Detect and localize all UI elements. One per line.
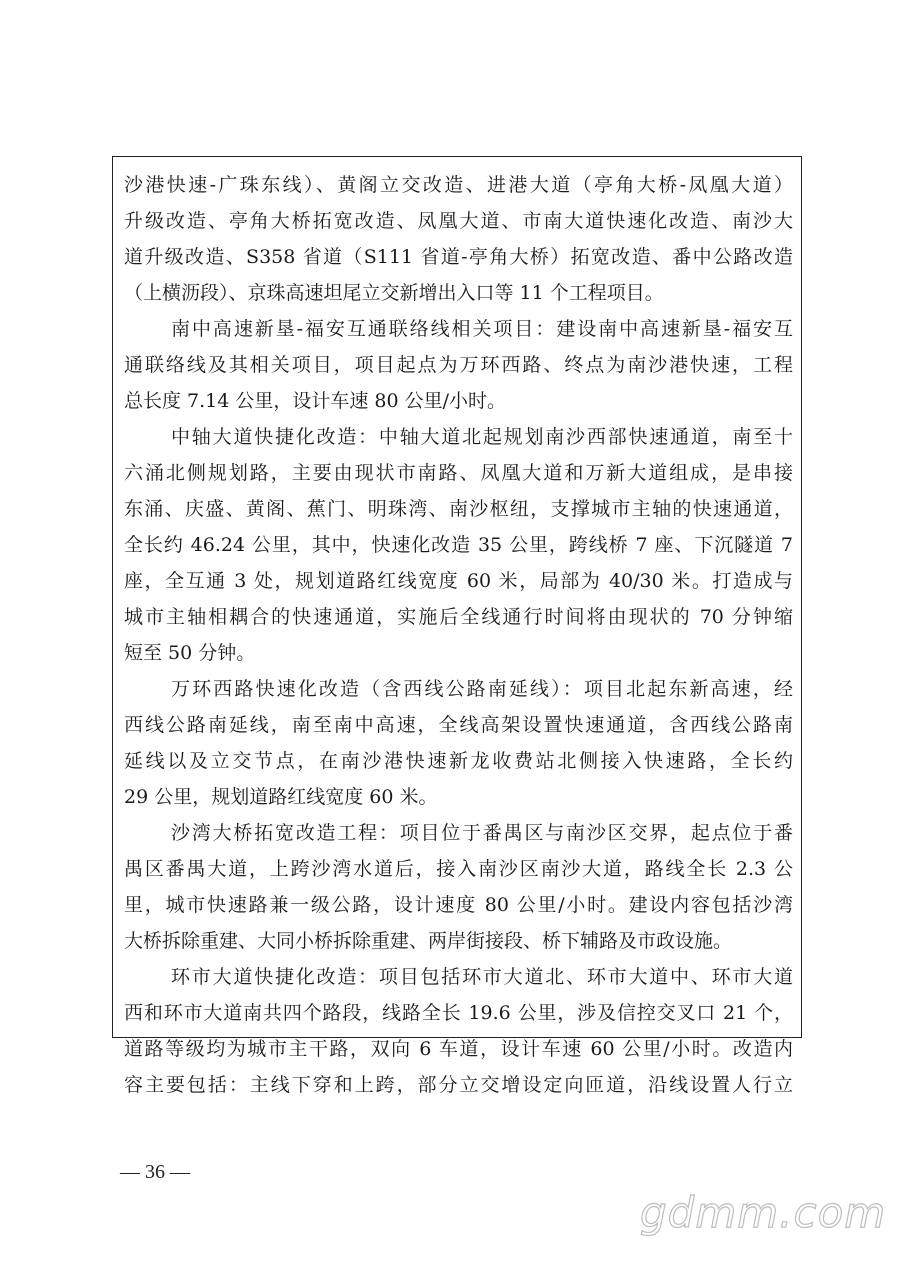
- paragraph-line: （上横沥段）、京珠高速坦尾立交新增出入口等 11 个工程项目。: [124, 282, 664, 304]
- paragraph-line: 中轴大道快捷化改造：中轴大道北起规划南沙西部快速通道，南至十: [171, 426, 793, 448]
- paragraph-line: 大桥拆除重建、大同小桥拆除重建、两岸街接段、桥下辅路及市政设施。: [124, 930, 733, 952]
- paragraph-line: 通联络线及其相关项目，项目起点为万环西路、终点为南沙港快速，工程: [124, 354, 793, 376]
- watermark-logo: gdmm.com: [640, 1188, 887, 1237]
- paragraph-line: 里，城市快速路兼一级公路，设计速度 80 公里/小时。建设内容包括沙湾: [124, 894, 793, 916]
- paragraph-line: 短至 50 分钟。: [124, 642, 256, 664]
- paragraph-line: 升级改造、亭角大桥拓宽改造、凤凰大道、市南大道快速化改造、南沙大: [124, 210, 793, 232]
- paragraph-line: 西和环市大道南共四个路段，线路全长 19.6 公里，涉及信控交叉口 21 个，: [124, 1002, 793, 1024]
- page-number: — 36 —: [120, 1161, 190, 1183]
- paragraph-line: 南中高速新垦-福安互通联络线相关项目：建设南中高速新垦-福安互: [171, 318, 793, 340]
- paragraph-line: 延线以及立交节点，在南沙港快速新龙收费站北侧接入快速路，全长约: [124, 750, 793, 772]
- paragraph-line: 沙港快速-广珠东线）、黄阁立交改造、进港大道（亭角大桥-凤凰大道）: [124, 174, 793, 196]
- paragraph-line: 容主要包括：主线下穿和上跨，部分立交增设定向匝道，沿线设置人行立: [124, 1074, 793, 1096]
- paragraph-line: 禺区番禺大道，上跨沙湾水道后，接入南沙区南沙大道，路线全长 2.3 公: [124, 858, 793, 880]
- paragraph-line: 西线公路南延线，南至南中高速，全线高架设置快速通道，含西线公路南: [124, 714, 793, 736]
- paragraph-line: 沙湾大桥拓宽改造工程：项目位于番禺区与南沙区交界，起点位于番: [171, 822, 793, 844]
- paragraph-line: 道路等级均为城市主干路，双向 6 车道，设计车速 60 公里/小时。改造内: [124, 1038, 793, 1060]
- paragraph-line: 六涌北侧规划路，主要由现状市南路、凤凰大道和万新大道组成，是串接: [124, 462, 793, 484]
- paragraph-line: 万环西路快速化改造（含西线公路南延线）：项目北起东新高速，经: [171, 678, 793, 700]
- paragraph-line: 东涌、庆盛、黄阁、蕉门、明珠湾、南沙枢纽，支撑城市主轴的快速通道，: [124, 498, 793, 520]
- paragraph-line: 全长约 46.24 公里，其中，快速化改造 35 公里，跨线桥 7 座、下沉隧道 7: [124, 534, 793, 556]
- paragraph-line: 道升级改造、S358 省道（S111 省道-亭角大桥）拓宽改造、番中公路改造: [124, 246, 793, 268]
- paragraph-line: 环市大道快捷化改造：项目包括环市大道北、环市大道中、环市大道: [171, 966, 793, 988]
- paragraph-line: 29 公里，规划道路红线宽度 60 米。: [124, 786, 438, 808]
- paragraph-line: 城市主轴相耦合的快速通道，实施后全线通行时间将由现状的 70 分钟缩: [124, 606, 793, 628]
- paragraph-line: 座，全互通 3 处，规划道路红线宽度 60 米，局部为 40/30 米。打造成与: [124, 570, 793, 592]
- paragraph-line: 总长度 7.14 公里，设计车速 80 公里/小时。: [124, 390, 507, 412]
- content-frame: [112, 156, 802, 1096]
